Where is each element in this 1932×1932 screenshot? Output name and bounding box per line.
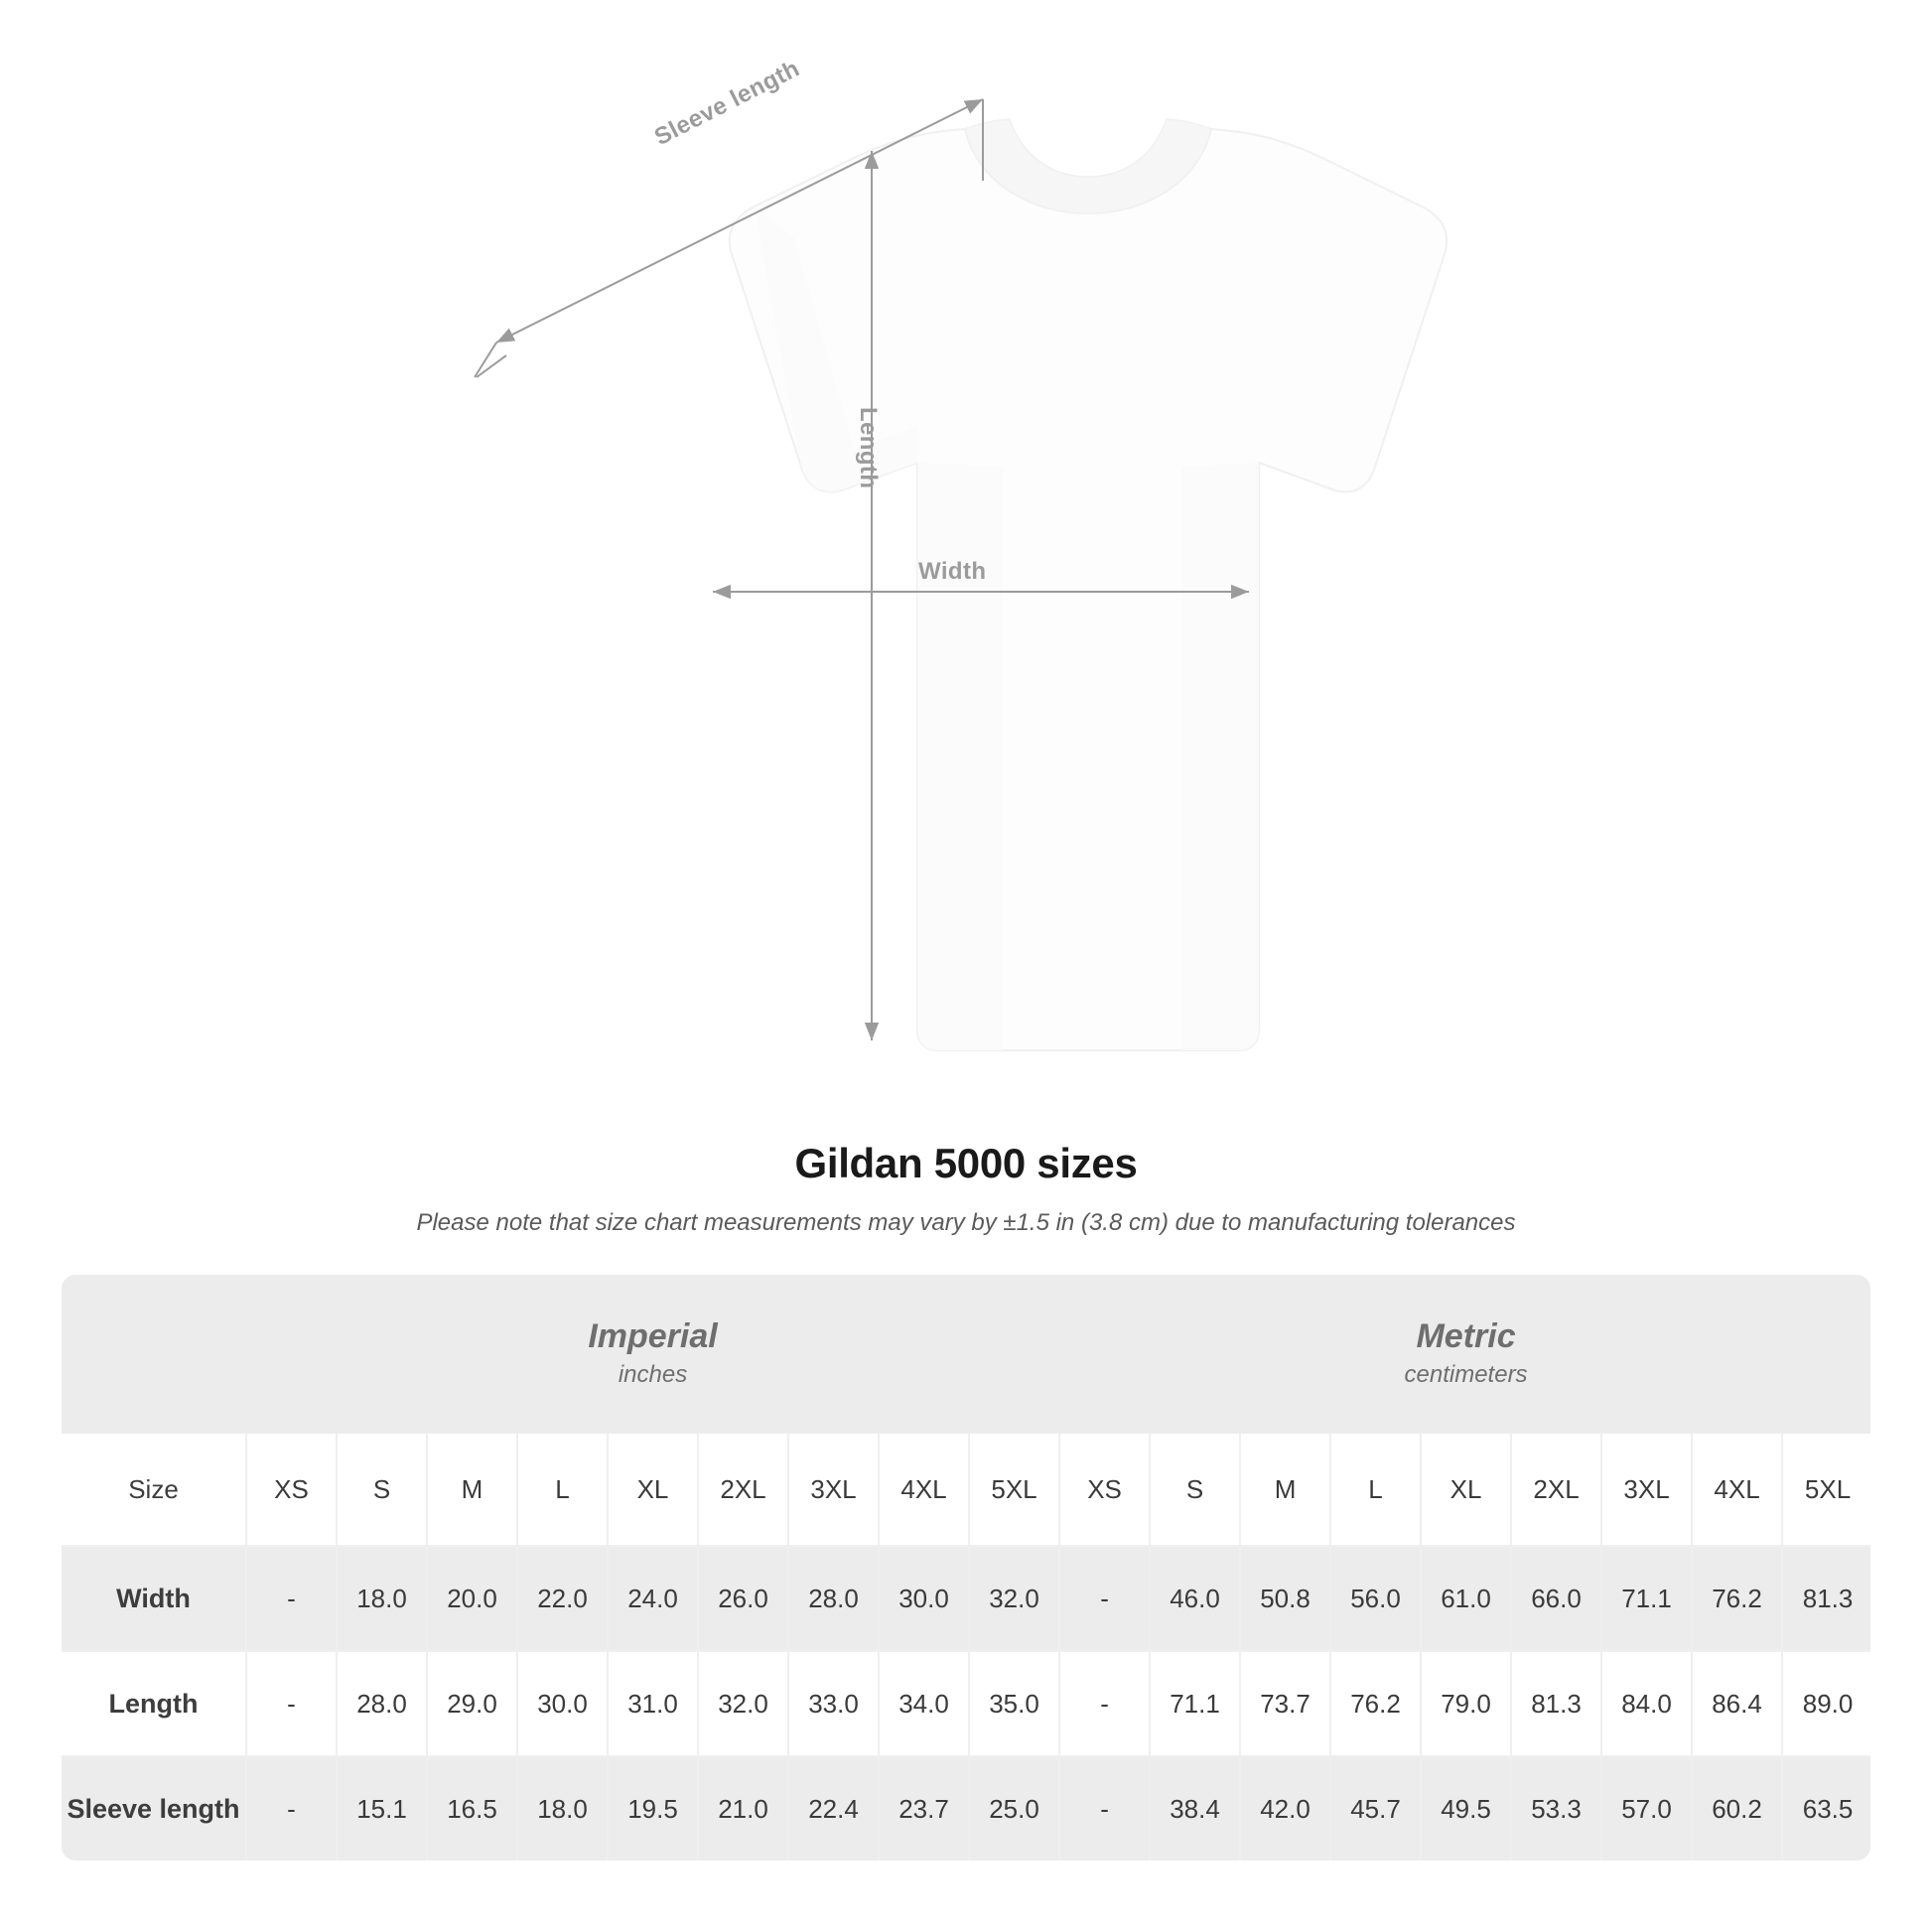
unit-system-header-row <box>62 1275 1870 1434</box>
cell: 45.7 <box>1330 1756 1421 1861</box>
col-header: M <box>427 1434 517 1546</box>
cell: 63.5 <box>1782 1756 1870 1861</box>
size-table-container <box>62 1275 1870 1861</box>
cell: 25.0 <box>969 1756 1059 1861</box>
cell: 30.0 <box>879 1546 969 1651</box>
col-header: S <box>337 1434 427 1546</box>
cell: 81.3 <box>1511 1651 1601 1756</box>
cell: - <box>246 1651 337 1756</box>
col-header: M <box>1240 1434 1330 1546</box>
cell: 28.0 <box>788 1546 879 1651</box>
page-title: Gildan 5000 sizes <box>794 1140 1138 1186</box>
col-header: 3XL <box>1601 1434 1692 1546</box>
size-table <box>62 1275 1870 1861</box>
cell: 19.5 <box>608 1756 698 1861</box>
cell: 24.0 <box>608 1546 698 1651</box>
cell: - <box>1059 1651 1150 1756</box>
cell: - <box>246 1546 337 1651</box>
cell: 20.0 <box>427 1546 517 1651</box>
cell: 33.0 <box>788 1651 879 1756</box>
cell: 35.0 <box>969 1651 1059 1756</box>
row-label-sleeve-length: Sleeve length <box>62 1756 246 1861</box>
cell: 89.0 <box>1782 1651 1870 1756</box>
cell: 71.1 <box>1150 1651 1240 1756</box>
cell: - <box>246 1756 337 1861</box>
imperial-unit-label: inches <box>618 1361 688 1389</box>
imperial-system-label: Imperial <box>588 1316 718 1355</box>
table-corner <box>62 1275 246 1434</box>
cell: 28.0 <box>337 1651 427 1756</box>
sleeve-length-label: Sleeve length <box>650 55 804 152</box>
cell: 57.0 <box>1601 1756 1692 1861</box>
cell: 16.5 <box>427 1756 517 1861</box>
imperial-header <box>246 1275 1059 1434</box>
cell: 26.0 <box>698 1546 788 1651</box>
tolerance-note: Please note that size chart measurements may vary by ±1.5 in (3.8 cm) due to manufacturing tolerances <box>416 1209 1516 1236</box>
col-header: S <box>1150 1434 1240 1546</box>
metric-header <box>1059 1275 1870 1434</box>
length-label: Length <box>855 407 882 489</box>
cell: 50.8 <box>1240 1546 1330 1651</box>
cell: 71.1 <box>1601 1546 1692 1651</box>
col-header: L <box>517 1434 608 1546</box>
cell: 42.0 <box>1240 1756 1330 1861</box>
row-label-length: Length <box>62 1651 246 1756</box>
cell: 53.3 <box>1511 1756 1601 1861</box>
col-header: 3XL <box>788 1434 879 1546</box>
size-header-row <box>62 1434 1870 1546</box>
cell: 22.0 <box>517 1546 608 1651</box>
cell: 60.2 <box>1692 1756 1782 1861</box>
cell: - <box>1059 1756 1150 1861</box>
cell: 29.0 <box>427 1651 517 1756</box>
col-header: 5XL <box>1782 1434 1870 1546</box>
cell: 76.2 <box>1692 1546 1782 1651</box>
cell: 66.0 <box>1511 1546 1601 1651</box>
cell: 21.0 <box>698 1756 788 1861</box>
cell: 76.2 <box>1330 1651 1421 1756</box>
cell: 31.0 <box>608 1651 698 1756</box>
cell: 22.4 <box>788 1756 879 1861</box>
cell: 46.0 <box>1150 1546 1240 1651</box>
cell: 30.0 <box>517 1651 608 1756</box>
cell: 34.0 <box>879 1651 969 1756</box>
cell: 86.4 <box>1692 1651 1782 1756</box>
size-label: Size <box>62 1434 246 1546</box>
cell: 84.0 <box>1601 1651 1692 1756</box>
cell: 32.0 <box>969 1546 1059 1651</box>
cell: 49.5 <box>1421 1756 1511 1861</box>
cell: 79.0 <box>1421 1651 1511 1756</box>
col-header: 2XL <box>698 1434 788 1546</box>
metric-system-label: Metric <box>1416 1316 1516 1355</box>
cell: 81.3 <box>1782 1546 1870 1651</box>
cell: 56.0 <box>1330 1546 1421 1651</box>
cell: - <box>1059 1546 1150 1651</box>
cell: 15.1 <box>337 1756 427 1861</box>
col-header: 5XL <box>969 1434 1059 1546</box>
cell: 61.0 <box>1421 1546 1511 1651</box>
col-header: XL <box>608 1434 698 1546</box>
table-row <box>62 1651 1870 1756</box>
cell: 32.0 <box>698 1651 788 1756</box>
metric-unit-label: centimeters <box>1404 1361 1528 1389</box>
col-header: 4XL <box>879 1434 969 1546</box>
cell: 18.0 <box>337 1546 427 1651</box>
col-header: L <box>1330 1434 1421 1546</box>
cell: 38.4 <box>1150 1756 1240 1861</box>
row-label-width: Width <box>62 1546 246 1651</box>
col-header: 4XL <box>1692 1434 1782 1546</box>
col-header: XS <box>246 1434 337 1546</box>
cell: 73.7 <box>1240 1651 1330 1756</box>
col-header: 2XL <box>1511 1434 1601 1546</box>
col-header: XL <box>1421 1434 1511 1546</box>
tshirt-shape <box>730 119 1447 1050</box>
cell: 23.7 <box>879 1756 969 1861</box>
table-row <box>62 1546 1870 1651</box>
width-label: Width <box>918 558 987 585</box>
col-header: XS <box>1059 1434 1150 1546</box>
cell: 18.0 <box>517 1756 608 1861</box>
table-row <box>62 1756 1870 1861</box>
